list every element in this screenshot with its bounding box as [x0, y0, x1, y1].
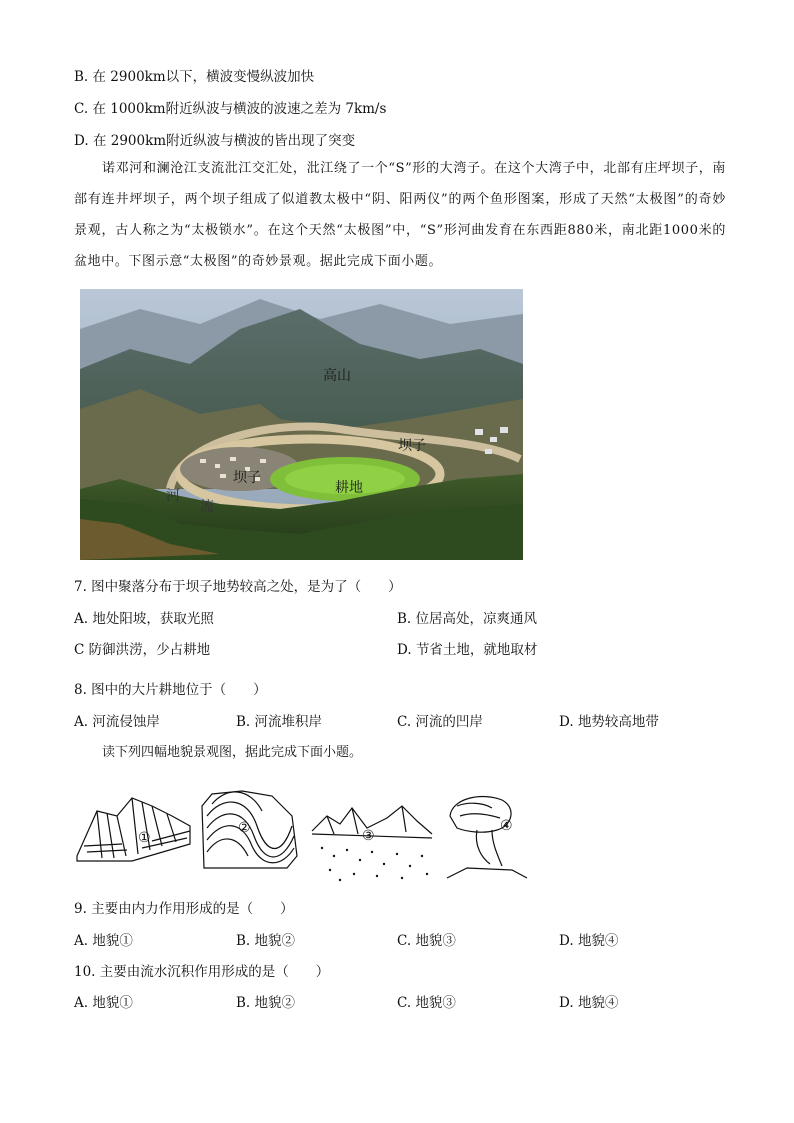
option-letter: A. — [74, 995, 89, 1011]
option-text: 地貌④ — [577, 995, 619, 1011]
option-text: 位居高处，凉爽通风 — [415, 611, 538, 627]
option-text: 河流堆积岸 — [254, 714, 323, 730]
option-text: 地处阳坡，获取光照 — [92, 611, 214, 627]
option-d-top — [74, 132, 355, 150]
q10-option-c[interactable] — [397, 994, 456, 1012]
landform-sketch-1 — [77, 798, 190, 861]
option-letter: B. — [236, 714, 251, 730]
landform-label-4: ④ — [500, 818, 513, 834]
q9-option-c[interactable] — [397, 932, 456, 950]
option-text: 地貌② — [254, 995, 296, 1011]
option-text: 在 2900km以下，横波变慢纵波加快 — [92, 69, 315, 85]
landform-label-3: ③ — [362, 828, 375, 844]
option-b-top — [74, 68, 314, 86]
question-9-stem: 9. 主要由内力作用形成的是（ ） — [74, 901, 294, 917]
option-letter: A. — [74, 611, 89, 627]
q8-option-b[interactable] — [236, 713, 322, 731]
option-letter: C. — [74, 101, 89, 117]
label-river-2: 流 — [200, 499, 214, 515]
option-letter: B. — [397, 611, 412, 627]
option-letter: D. — [74, 133, 89, 149]
question-10-stem: 10. 主要由流水沉积作用形成的是（ ） — [74, 964, 330, 980]
option-letter: B. — [74, 69, 89, 85]
q8-option-d[interactable] — [559, 713, 659, 731]
option-letter: C. — [397, 995, 412, 1011]
option-text: 地貌④ — [577, 933, 619, 949]
q7-option-a[interactable] — [74, 610, 214, 628]
label-farmland: 耕地 — [335, 480, 363, 496]
option-text: 在 2900km附近纵波与横波的皆出现了突变 — [92, 133, 356, 149]
label-river-1: 河 — [166, 488, 180, 504]
option-letter: A. — [74, 714, 89, 730]
q9-option-d[interactable] — [559, 932, 618, 950]
label-bazi-right: 坝子 — [398, 438, 426, 454]
q7-option-b[interactable] — [397, 610, 537, 628]
intro-text: 诺邓河和澜沧江支流沘江交汇处，沘江绕了一个“S”形的大湾子。在这个大湾子中，北部有庄坪坝子，南部有连井坪坝子，两个坝子组成了似道教太极中“阴、阳两仪”的两个鱼形图案，形成了天然“太极图”的奇妙景观，古人称之为“太极锁水”。在这个天然“太极图”中，“S”形河曲发育在东西距880米，南北距1000米的盆地中。下图示意“太极图”的奇妙景观。据此完成下面小题。 — [74, 161, 726, 269]
landform-sketch-3-dots — [321, 847, 428, 881]
option-text: 防御洪涝，少占耕地 — [88, 642, 211, 658]
option-letter: D. — [397, 642, 412, 658]
landform-label-2: ② — [238, 820, 251, 836]
q8-option-c[interactable] — [397, 713, 483, 731]
q7-option-c[interactable] — [74, 641, 210, 659]
option-letter: A. — [74, 933, 89, 949]
label-mountain: 高山 — [323, 368, 351, 384]
landform-intro: 读下列四幅地貌景观图，据此完成下面小题。 — [102, 745, 363, 760]
q8-option-a[interactable] — [74, 713, 160, 731]
q9-option-a[interactable] — [74, 932, 133, 950]
option-text: 河流侵蚀岸 — [92, 714, 160, 730]
q10-option-d[interactable] — [559, 994, 618, 1012]
option-text: 河流的凹岸 — [415, 714, 483, 730]
option-letter: C — [74, 642, 85, 658]
taiji-landscape-photo — [80, 289, 523, 560]
option-c-top — [74, 100, 386, 118]
option-text: 地貌① — [92, 995, 133, 1011]
option-text: 地貌③ — [415, 995, 456, 1011]
q10-option-b[interactable] — [236, 994, 295, 1012]
option-text: 地貌② — [254, 933, 296, 949]
q7-option-d[interactable] — [397, 641, 537, 659]
option-letter: D. — [559, 933, 574, 949]
landscape-illustration — [80, 289, 523, 560]
option-text: 地势较高地带 — [577, 714, 659, 730]
question-8-stem: 8. 图中的大片耕地位于（ ） — [74, 682, 267, 698]
option-letter: D. — [559, 714, 574, 730]
option-letter: C. — [397, 933, 412, 949]
option-text: 地貌① — [92, 933, 133, 949]
option-letter: D. — [559, 995, 574, 1011]
landform-label-1: ① — [138, 830, 151, 846]
option-text: 节省土地，就地取材 — [415, 642, 538, 658]
q10-option-a[interactable] — [74, 994, 133, 1012]
landform-sketches — [72, 786, 532, 886]
option-letter: B. — [236, 933, 251, 949]
q9-option-b[interactable] — [236, 932, 295, 950]
option-letter: C. — [397, 714, 412, 730]
landform-sketch-4 — [447, 797, 527, 878]
option-letter: B. — [236, 995, 251, 1011]
label-bazi-left: 坝子 — [233, 470, 261, 486]
option-text: 地貌③ — [415, 933, 456, 949]
intro-paragraph — [74, 153, 726, 277]
option-text: 在 1000km附近纵波与横波的波速之差为 7km/s — [92, 101, 387, 117]
question-7-stem: 7. 图中聚落分布于坝子地势较高之处，是为了（ ） — [74, 579, 402, 595]
